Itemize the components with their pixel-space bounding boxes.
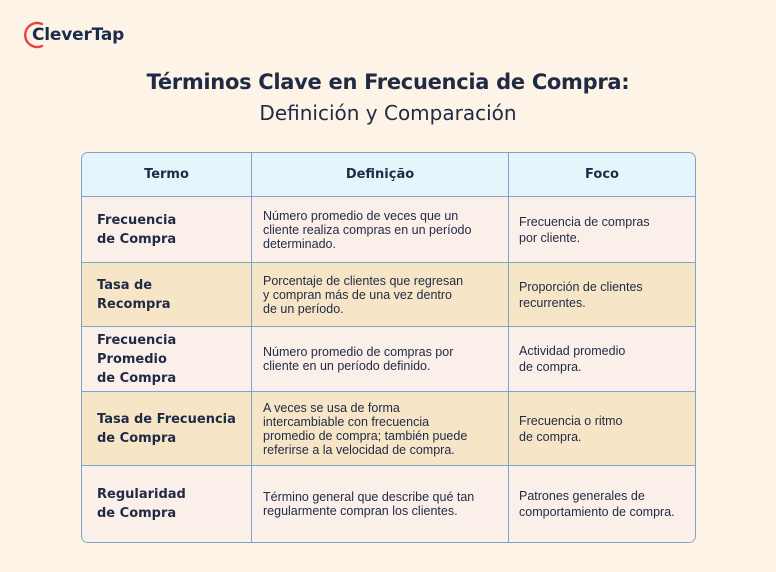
definition-cell: Número promedio de compras por cliente en un período definido. (252, 327, 509, 392)
term-cell: Frecuencia de Compra (82, 197, 252, 263)
definition-cell: Número promedio de veces que un cliente realiza compras en un período determinado. (252, 197, 509, 263)
definition-cell: A veces se usa de forma intercambiable con frecuencia promedio de compra; también puede referirse a la velocidad de compra. (252, 392, 509, 466)
focus-cell: Patrones generales de comportamiento de compra. (509, 466, 695, 542)
definition-cell: Término general que describe qué tan regularmente compran los clientes. (252, 466, 509, 542)
focus-cell: Frecuencia de compras por cliente. (509, 197, 695, 263)
term-cell: Tasa de Recompra (82, 263, 252, 327)
table-row (82, 197, 695, 263)
table-row (82, 392, 695, 466)
table-row (82, 263, 695, 327)
column-header-focus: Foco (509, 153, 695, 197)
brand-name: CleverTap (32, 25, 125, 45)
column-header-term: Termo (82, 153, 252, 197)
table-row (82, 466, 695, 542)
term-cell: Frecuencia Promedio de Compra (82, 327, 252, 392)
term-cell: Regularidad de Compra (82, 466, 252, 542)
table-row (82, 327, 695, 392)
focus-cell: Actividad promedio de compra. (509, 327, 695, 392)
focus-cell: Frecuencia o ritmo de compra. (509, 392, 695, 466)
column-header-definition: Definição (252, 153, 509, 197)
page-subtitle: Definición y Comparación (259, 101, 517, 125)
terms-table (81, 152, 696, 543)
table-header-row (82, 153, 695, 197)
brand-logo (20, 18, 124, 52)
page-title: Términos Clave en Frecuencia de Compra: (146, 70, 630, 94)
focus-cell: Proporción de clientes recurrentes. (509, 263, 695, 327)
term-cell: Tasa de Frecuencia de Compra (82, 392, 252, 466)
definition-cell: Porcentaje de clientes que regresan y compran más de una vez dentro de un período. (252, 263, 509, 327)
